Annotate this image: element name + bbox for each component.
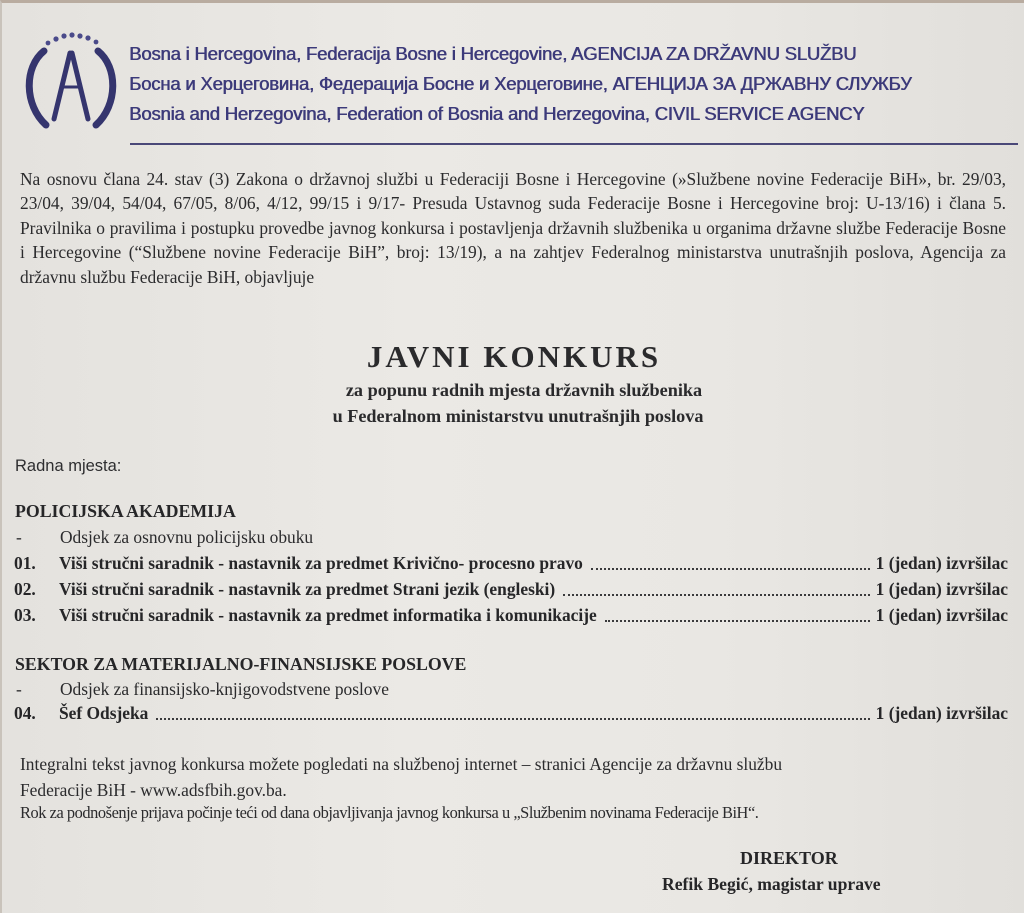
dot-leader: [591, 554, 870, 570]
department-name: Odsjek za osnovnu policijsku obuku: [60, 527, 314, 547]
job-count: 1 (jedan) izvršilac: [875, 605, 1008, 625]
positions-label: Radna mjesta:: [15, 457, 122, 475]
job-count: 1 (jedan) izvršilac: [875, 553, 1008, 573]
job-title: Viši stručni saradnik - nastavnik za predmet informatika i komunikacije: [59, 605, 597, 625]
closing-line-1: Integralni tekst javnog konkursa možete pogledati na službenoj internet – stranici Agencije za državnu službu: [20, 754, 783, 774]
job-count: 1 (jedan) izvršilac: [875, 703, 1008, 723]
page-title: JAVNI KONKURS: [366, 339, 662, 374]
agency-name-latin: Bosna i Hercegovina, Federacija Bosne i Hercegovine, AGENCIJA ZA DRŽAVNU SLUŽBU: [129, 43, 857, 64]
job-number: 02.: [14, 579, 36, 599]
dot-leader: [156, 704, 869, 720]
job-row: [14, 579, 1008, 601]
job-number: 01.: [14, 553, 36, 573]
job-title: Viši stručni saradnik - nastavnik za predmet Strani jezik (engleski): [59, 579, 556, 599]
signature-role: DIREKTOR: [740, 848, 838, 868]
subtitle-line-2: u Federalnom ministarstvu unutrašnjih poslova: [332, 406, 704, 426]
agency-logo-icon: [16, 27, 126, 135]
job-number: 04.: [14, 703, 36, 723]
dash-marker: -: [16, 679, 22, 699]
closing-line-3: Rok za podnošenje prijava počinje teći od dana objavljivanja javnog konkursa u „Službenim novinama Federacije BiH“.: [20, 803, 759, 822]
department-line-finance: [16, 679, 389, 700]
agency-name-english: Bosnia and Herzegovina, Federation of Bosnia and Herzegovina, CIVIL SERVICE AGENCY: [129, 103, 865, 124]
agency-header: [16, 25, 1006, 147]
dot-leader: [563, 580, 870, 596]
dot-leader: [605, 606, 870, 622]
section-heading-finance: SEKTOR ZA MATERIJALNO-FINANSIJSKE POSLOVE: [15, 654, 467, 674]
job-number: 03.: [14, 605, 36, 625]
department-name: Odsjek za finansijsko-knjigovodstvene poslove: [60, 679, 389, 699]
job-title: Viši stručni saradnik - nastavnik za predmet Krivično- procesno pravo: [59, 553, 583, 573]
signature-name: Refik Begić, magistar uprave: [662, 874, 881, 894]
job-title: Šef Odsjeka: [59, 703, 149, 723]
job-row: [14, 605, 1008, 627]
section-heading-academy: POLICIJSKA AKADEMIJA: [15, 501, 236, 521]
agency-name-lines: [129, 39, 912, 129]
job-row: [14, 703, 1008, 725]
closing-line-2: Federacije BiH - www.adsfbih.gov.ba.: [20, 780, 287, 800]
job-count: 1 (jedan) izvršilac: [875, 579, 1008, 599]
department-line-academy: [16, 527, 313, 548]
intro-paragraph: Na osnovu člana 24. stav (3) Zakona o državnoj službi u Federaciji Bosne i Hercegovine (»Službene novine Federacije BiH», br. 29/03, 23/04, 39/04, 54/04, 67/05, 8/06, 4/12, 99/15 i 9/17- Presuda Ustavnog suda Federacije Bosne i Hercegovine broj: U-13/16) i člana 5. Pravilnika o pravilima i postupku provedbe javnog konkursa i postavljenja državnih službenika u organima državne službe Federacije Bosne i Hercegovine (“Službene novine Federacije BiH”, broj: 13/19), a na zahtjev Federalnog ministarstva unutrašnjih poslova, Agencija za državnu službu Federacije BiH, objavljuje: [20, 169, 1006, 287]
agency-name-cyrillic: Босна и Херцеговина, Федерација Босне и Херцеговине, АГЕНЦИЈА ЗА ДРЖАВНУ СЛУЖБУ: [129, 73, 912, 94]
header-divider: [130, 143, 1018, 145]
job-row: [14, 553, 1008, 575]
dash-marker: -: [16, 527, 22, 547]
subtitle-line-1: za popunu radnih mjesta državnih službenika: [345, 380, 703, 400]
